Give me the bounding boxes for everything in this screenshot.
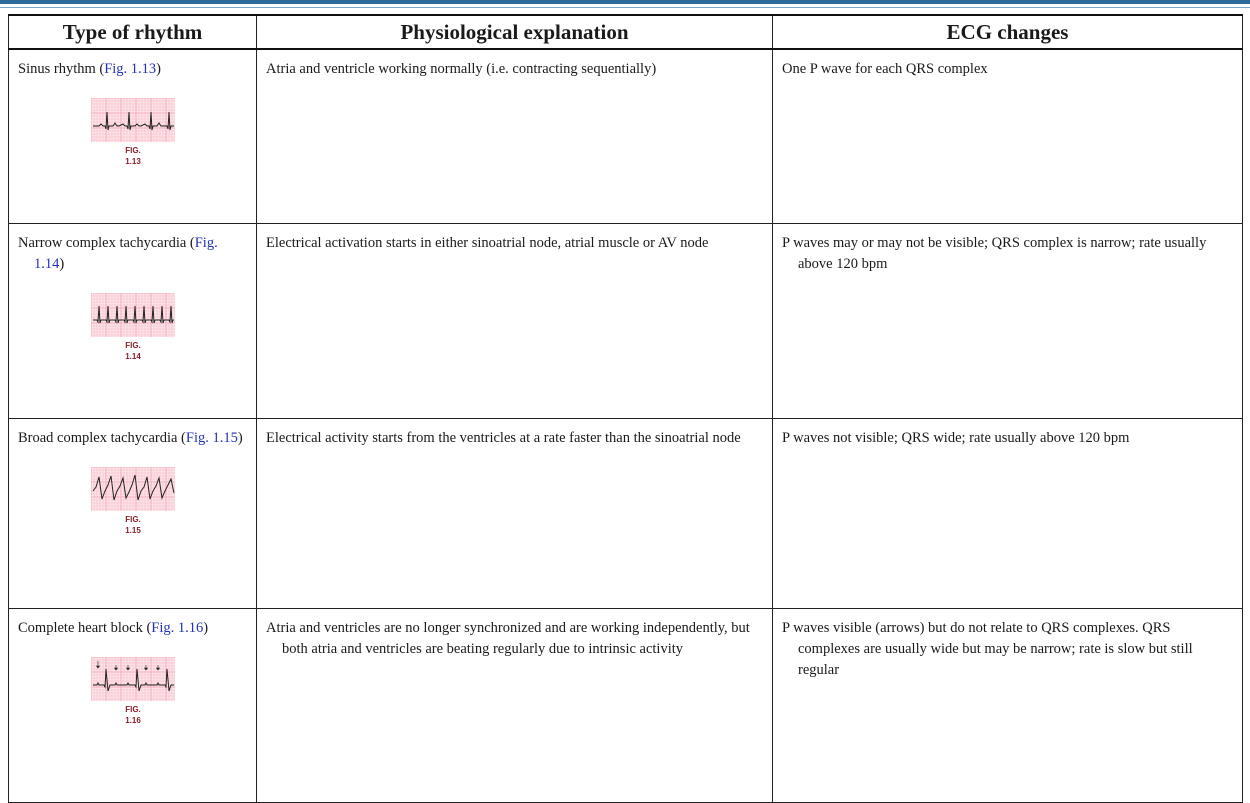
rhythm-cell [9,224,257,419]
ecg-strip-broad-complex [91,467,175,511]
table-row [9,609,1243,803]
ecg-figure[interactable] [18,98,248,167]
top-accent-rule-thin [0,7,1250,8]
table-row [9,224,1243,419]
explanation-cell [257,49,773,224]
ecg-changes-cell [773,224,1243,419]
table-header-row [9,15,1243,49]
rhythm-cell [9,609,257,803]
ecg-strip-sinus [91,98,175,142]
ecg-strip-heart-block [91,657,175,701]
figure-link[interactable]: Fig. 1.14 [34,235,218,272]
ecg-figure[interactable] [18,293,248,362]
explanation-text: Atria and ventricle working normally (i.e. contracting sequentially) [266,61,657,77]
explanation-cell [257,224,773,419]
table-row [9,419,1243,609]
explanation-text: Atria and ventricles are no longer synchronized and are working independently, but both atria and ventricles are beating regularly due to intrinsic activity [266,620,750,657]
top-accent-rule [0,0,1250,4]
header-physiological-explanation: Physiological explanation [257,15,773,49]
ecg-figure[interactable] [18,657,248,726]
figure-link[interactable]: Fig. 1.16 [151,620,204,636]
figure-label: FIG. 1.16 [125,705,141,725]
rhythm-name: Sinus rhythm (Fig. 1.13) [18,61,162,77]
ecg-changes-text: P waves may or may not be visible; QRS complex is narrow; rate usually above 120 bpm [782,235,1207,272]
rhythm-name: Complete heart block (Fig. 1.16) [18,620,209,636]
table-row [9,49,1243,224]
ecg-changes-cell [773,49,1243,224]
rhythm-cell [9,419,257,609]
figure-label: FIG. 1.13 [125,146,141,166]
header-type-of-rhythm: Type of rhythm [9,15,257,49]
rhythm-name: Narrow complex tachycardia (Fig. 1.14) [18,235,218,272]
ecg-strip-narrow-complex [91,293,175,337]
rhythm-cell [9,49,257,224]
ecg-changes-text: P waves visible (arrows) but do not relate to QRS complexes. QRS complexes are usually wide but may be narrow; rate is slow but still regular [782,620,1193,678]
rhythm-name: Broad complex tachycardia (Fig. 1.15) [18,430,243,446]
ecg-changes-cell [773,419,1243,609]
ecg-changes-text: One P wave for each QRS complex [782,61,988,77]
explanation-cell [257,419,773,609]
explanation-text: Electrical activity starts from the ventricles at a rate faster than the sinoatrial node [266,430,741,446]
explanation-text: Electrical activation starts in either sinoatrial node, atrial muscle or AV node [266,235,709,251]
explanation-cell [257,609,773,803]
figure-link[interactable]: Fig. 1.15 [185,430,238,446]
figure-label: FIG. 1.15 [125,515,141,535]
header-ecg-changes: ECG changes [773,15,1243,49]
ecg-changes-cell [773,609,1243,803]
figure-link[interactable]: Fig. 1.13 [104,61,157,77]
figure-label: FIG. 1.14 [125,341,141,361]
ecg-changes-text: P waves not visible; QRS wide; rate usually above 120 bpm [782,430,1130,446]
ecg-figure[interactable] [18,467,248,536]
rhythm-table [8,14,1243,803]
